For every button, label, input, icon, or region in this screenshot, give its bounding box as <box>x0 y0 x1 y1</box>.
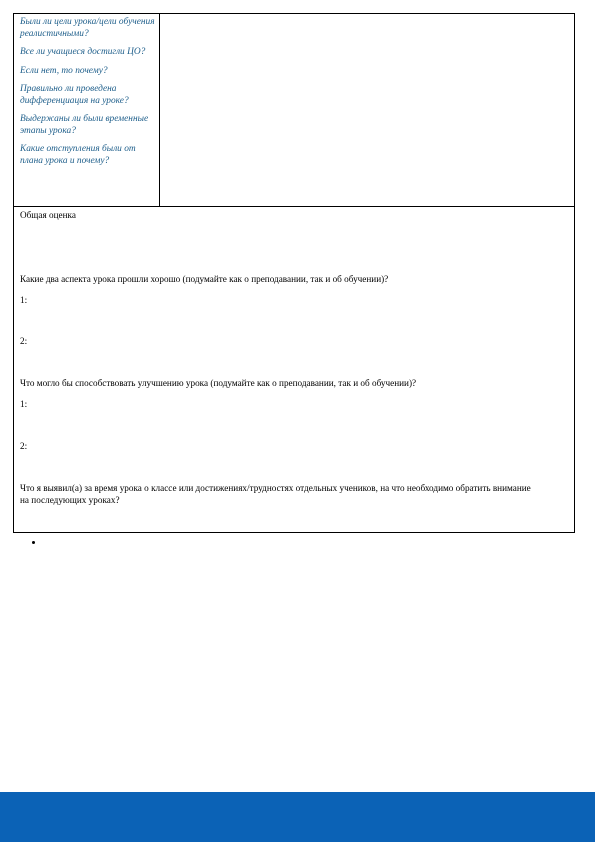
bullet-marker <box>32 541 35 544</box>
assessment-title: Общая оценка <box>20 210 76 220</box>
overall-assessment-cell[interactable] <box>14 207 574 532</box>
question-time-stages: Выдержаны ли были временные этапы урока? <box>20 114 149 136</box>
reflection-questions-cell <box>14 14 160 206</box>
question-goals-realistic: Были ли цели урока/цели обучения реалистичными? <box>20 17 155 39</box>
assessment-item-2: 2: <box>20 336 28 346</box>
assessment-question-good: Какие два аспекта урока прошли хорошо (подумайте как о преподавании, так и об обучении)? <box>20 274 389 284</box>
assessment-item-3: 1: <box>20 399 28 409</box>
assessment-question-observations: Что я выявил(а) за время урока о классе или достижениях/трудностях отдельных учеников, на что необходимо обратить внимание на последующих уроках? <box>20 483 531 505</box>
assessment-item-4: 2: <box>20 441 28 451</box>
footer-bar <box>0 792 595 842</box>
question-differentiation: Правильно ли проведена дифференциация на уроке? <box>20 84 129 106</box>
assessment-item-1: 1: <box>20 295 28 305</box>
question-if-not-why: Если нет, то почему? <box>20 65 108 76</box>
reflection-table <box>13 13 575 533</box>
reflection-answer-cell[interactable] <box>160 14 574 206</box>
question-all-achieved: Все ли учащиеся достигли ЦО? <box>20 47 146 57</box>
question-deviations: Какие отступления были от плана урока и почему? <box>20 144 136 166</box>
assessment-question-improve: Что могло бы способствовать улучшению урока (подумайте как о преподавании, так и об обучении)? <box>20 378 417 388</box>
reflection-row <box>14 14 574 207</box>
